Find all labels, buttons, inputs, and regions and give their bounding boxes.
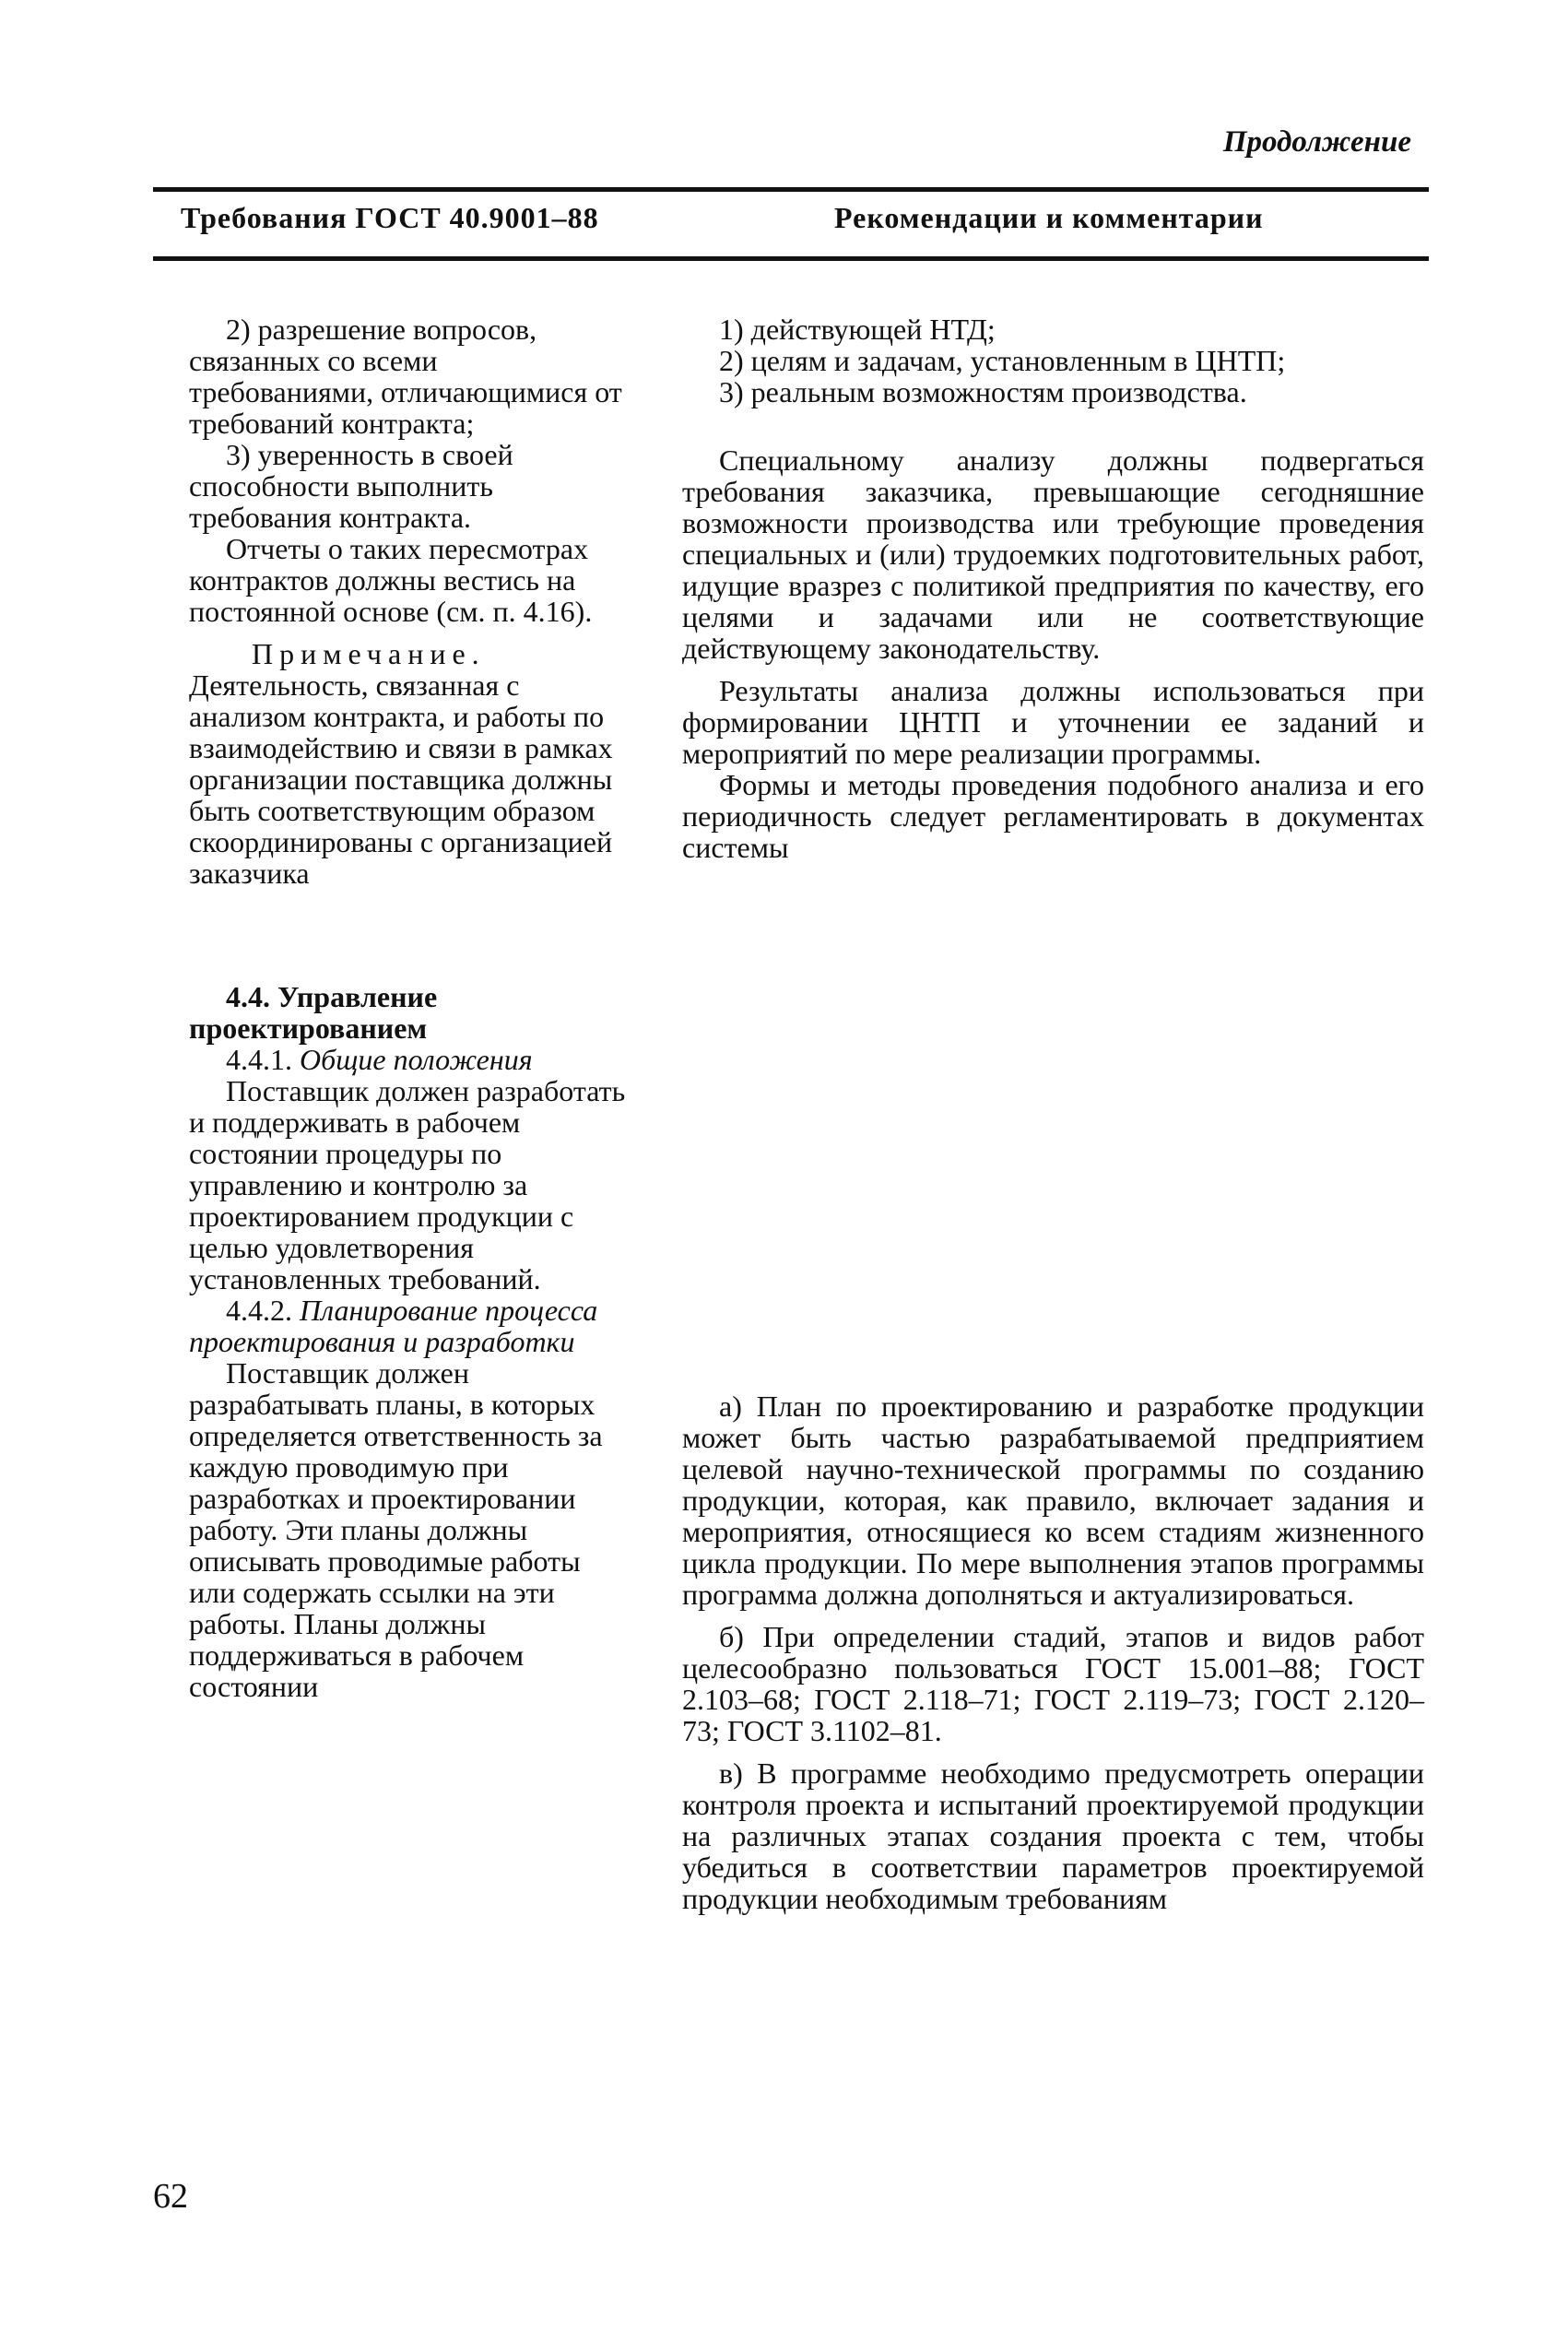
list-item: 3) реальным возможностям производства. bbox=[719, 375, 1247, 408]
subsection-number: 4.4.1. bbox=[226, 1043, 300, 1076]
left-paragraph: 2) разрешение вопросов, связанных со всеми требованиями, отличающимися от требований контракта; bbox=[189, 313, 622, 440]
right-paragraph: а) План по проектированию и разработке продукции может быть частью разрабатываемой предприятием целевой научно-технической программы по созданию продукции, которая, как правило, включает задания и мероприятия, относящиеся ко всем стадиям жизненного цикла продукции. По мере выполнения этапов программы программа должна дополняться и актуализироваться. bbox=[682, 1390, 1424, 1611]
note-text: Деятельность, связанная с анализом контракта, и работы по взаимодействию и связи в рамках организации поставщика должны быть соответствующим образом скоординированы с организацией заказчика bbox=[189, 668, 613, 890]
right-paragraph: Результаты анализа должны использоваться при формировании ЦНТП и уточнении ее заданий и мероприятий по мере реализации программы. bbox=[682, 674, 1424, 770]
subsection-number: 4.4.2. bbox=[226, 1294, 300, 1327]
right-paragraph: Формы и методы проведения подобного анализа и его периодичность следует регламентировать в документах системы bbox=[682, 768, 1424, 864]
left-paragraph: Поставщик должен разработать и поддерживать в рабочем состоянии процедуры по управлению и контролю за проектированием продукции с целью удовлетворения установленных требований. bbox=[189, 1074, 626, 1295]
right-column-heading: Рекомендации и комментарии bbox=[834, 201, 1264, 234]
right-paragraph: б) При определении стадий, этапов и видов работ целесообразно пользоваться ГОСТ 15.001–88; ГОСТ 2.103–68; ГОСТ 2.118–71; ГОСТ 2.119–73; ГОСТ 2.120–73; ГОСТ 3.1102–81. bbox=[682, 1620, 1424, 1747]
left-paragraph: Поставщик должен разрабатывать планы, в которых определяется ответственность за каждую проводимую при разработках и проектировании работу. Эти планы должны описывать проводимые работы или содержать ссылки на эти работы. Планы должны поддерживаться в рабочем состоянии bbox=[189, 1356, 603, 1703]
left-paragraph: 3) уверенность в своей способности выполнить требования контракта. bbox=[189, 438, 513, 534]
note-paragraph bbox=[189, 638, 627, 889]
continuation-label: Продолжение bbox=[1222, 125, 1411, 159]
subsection-heading bbox=[189, 1295, 627, 1357]
left-block-design bbox=[189, 981, 627, 1702]
top-rule bbox=[153, 187, 1429, 192]
right-paragraph: Специальному анализу должны подвергаться требования заказчика, превышающие сегодняшние возможности производства или требующие проведения специальных и (или) трудоемких подготовительных работ, идущие вразрез с политикой предприятия по качеству, его целями и задачами или не соответствующие действующему законодательству. bbox=[682, 444, 1424, 665]
list-item: 1) действующей НТД; bbox=[719, 313, 996, 346]
right-paragraph: в) В программе необходимо предусмотреть операции контроля проекта и испытаний проектируемой продукции на различных этапах создания проекта с тем, чтобы убедиться в соответствии параметров проектируемой продукции необходимым требованиям bbox=[682, 1756, 1424, 1915]
subsection-heading bbox=[189, 1044, 627, 1075]
note-label: Примечание. bbox=[252, 637, 486, 670]
subsection-title: Общие положения bbox=[300, 1043, 533, 1076]
left-column-heading: Требования ГОСТ 40.9001–88 bbox=[181, 201, 599, 234]
left-block-contract bbox=[189, 313, 627, 889]
right-block-analysis bbox=[682, 313, 1424, 863]
list-item: 2) целям и задачам, установленным в ЦНТП; bbox=[719, 344, 1286, 377]
page-number: 62 bbox=[153, 2177, 188, 2216]
subsection-title: Планирование процесса проектирования и разработки bbox=[189, 1294, 598, 1358]
right-block-design-notes bbox=[682, 1390, 1424, 1914]
section-title: 4.4. Управление проектированием bbox=[189, 980, 438, 1045]
left-paragraph: Отчеты о таких пересмотрах контрактов должны вестись на постоянной основе (см. п. 4.16). bbox=[189, 532, 593, 628]
header-bottom-rule bbox=[153, 256, 1429, 261]
